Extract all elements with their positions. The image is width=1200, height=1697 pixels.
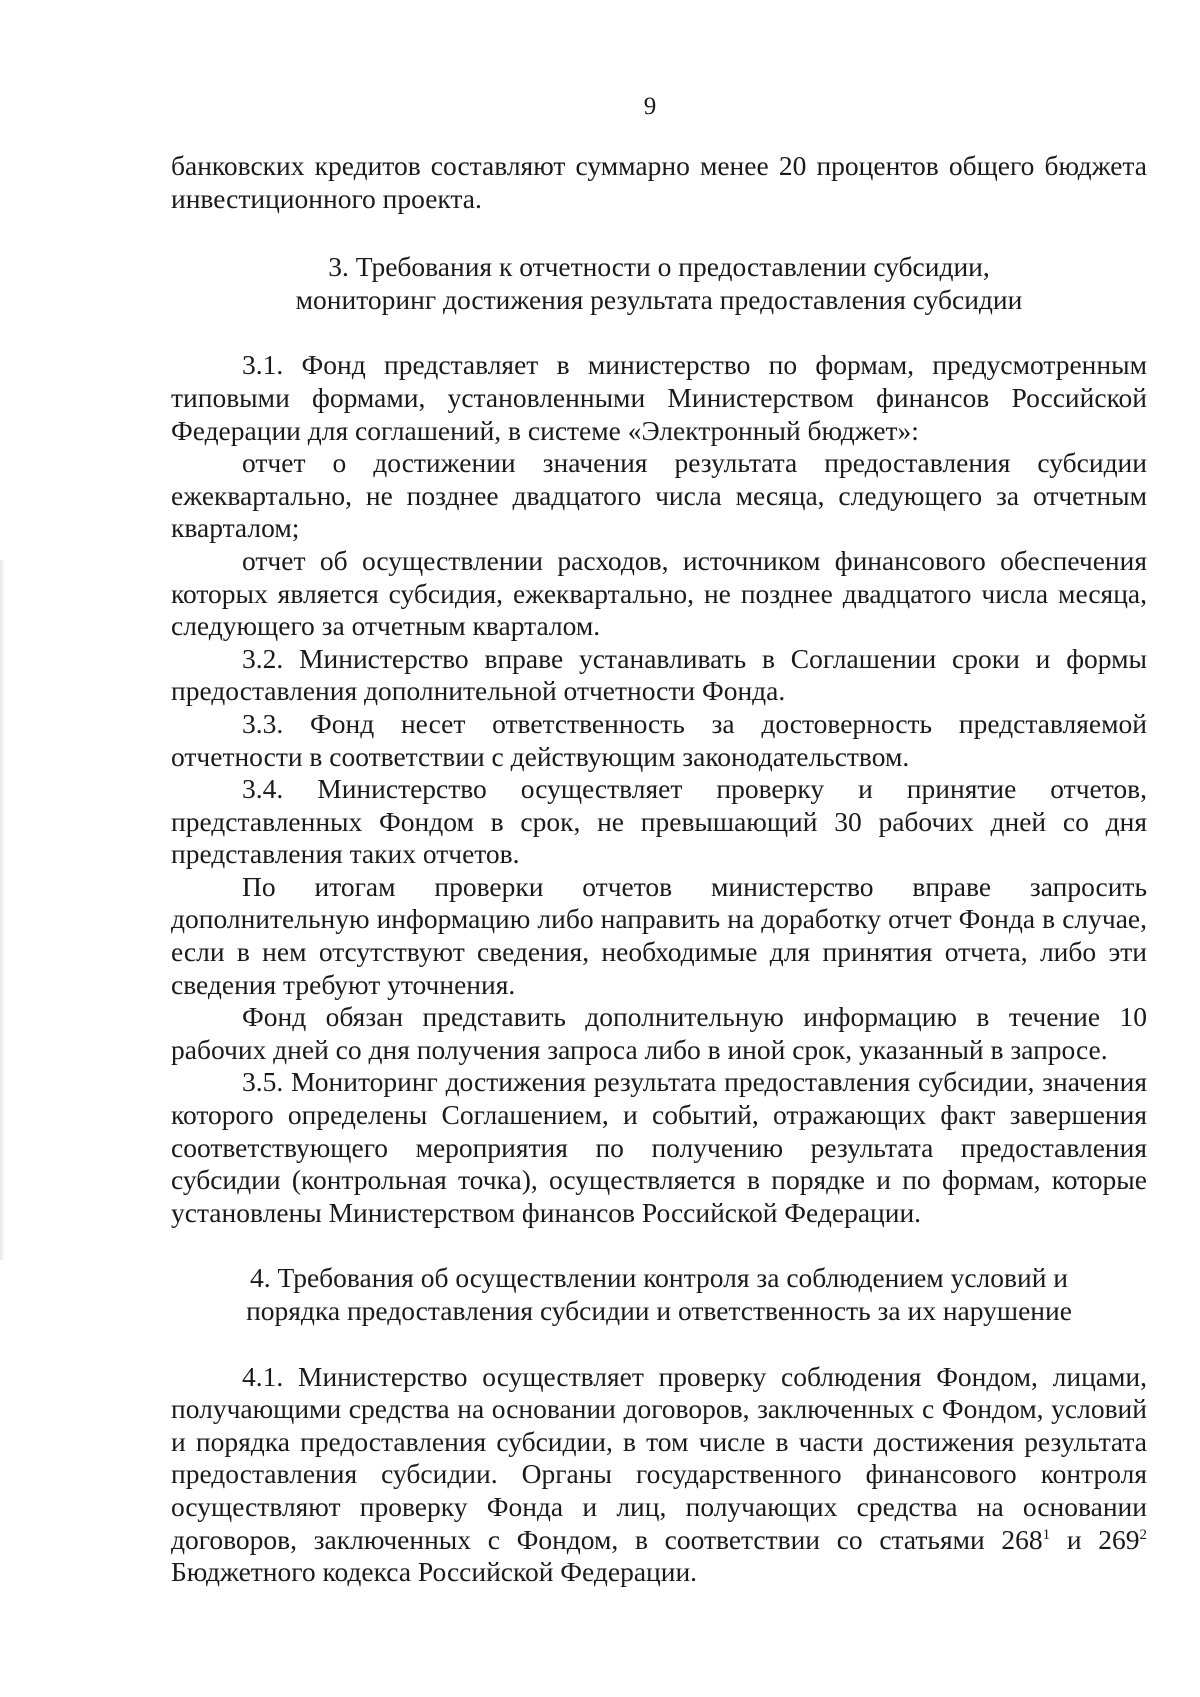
paragraph-3-4-additional-info: Фонд обязан представить дополнительную информацию в течение 10 рабочих дней со дня получения запроса либо в иной срок, указанный в запросе. <box>171 1001 1147 1065</box>
paragraph-continuation: банковских кредитов составляют суммарно менее 20 процентов общего бюджета инвестиционного проекта. <box>171 150 1147 214</box>
paragraph-4-1-mid: и 269 <box>1050 1523 1140 1555</box>
section-4-heading <box>171 1262 1147 1327</box>
paragraph-4-1 <box>171 1361 1147 1589</box>
paragraph-4-1-main: 4.1. Министерство осуществляет проверку соблюдения Фондом, лицами, получающими средства на основании договоров, заключенных с Фондом, условий и порядка предоставления субсидии, в том числе в части достижения результата предоставления субсидии. Органы государственного финансового контроля осуществляют проверку Фонда и лиц, получающих средства на основании договоров, заключенных с Фондом, в соответствии со статьями 268 <box>171 1360 1147 1555</box>
paragraph-3-3: 3.3. Фонд несет ответственность за достоверность представляемой отчетности в соответствии с действующим законодательством. <box>171 707 1147 772</box>
document-body <box>171 150 1147 1589</box>
superscript-article-268: 1 <box>1042 1526 1051 1543</box>
paragraph-3-1-report-expenses: отчет об осуществлении расходов, источником финансового обеспечения которых является субсидия, ежеквартально, не позднее двадцатого числа месяца, следующего за отчетным кварталом. <box>171 544 1147 642</box>
section-3-heading <box>171 251 1147 316</box>
paragraph-3-4: 3.4. Министерство осуществляет проверку и принятие отчетов, представленных Фондом в срок, не превышающий 30 рабочих дней со дня представления таких отчетов. <box>171 773 1147 870</box>
paragraph-3-1: 3.1. Фонд представляет в министерство по формам, предусмотренным типовыми формами, установленными Министерством финансов Российской Федерации для соглашений, в системе «Электронный бюджет»: <box>171 349 1147 446</box>
scan-edge-shadow <box>0 560 5 1260</box>
paragraph-3-1-report-achievement: отчет о достижении значения результата предоставления субсидии ежеквартально, не позднее двадцатого числа месяца, следующего за отчетным кварталом; <box>171 447 1147 544</box>
paragraph-3-5: 3.5. Мониторинг достижения результата предоставления субсидии, значения которого определены Соглашением, и событий, отражающих факт завершения соответствующего мероприятия по получению результата предоставления субсидии (контрольная точка), осуществляется в порядке и по формам, которые установлены Министерством финансов Российской Федерации. <box>171 1066 1147 1228</box>
section-3-heading-line-1: 3. Требования к отчетности о предоставлении субсидии, <box>328 251 990 283</box>
paragraph-3-4-review: По итогам проверки отчетов министерство вправе запросить дополнительную информацию либо направить на доработку отчет Фонда в случае, если в нем отсутствуют сведения, необходимые для принятия отчета, либо эти сведения требуют уточнения. <box>171 870 1147 1000</box>
superscript-article-269: 2 <box>1139 1526 1147 1543</box>
section-3-heading-line-2: мониторинг достижения результата предоставления субсидии <box>295 283 1023 315</box>
paragraph-4-1-end: Бюджетного кодекса Российской Федерации. <box>171 1556 698 1588</box>
section-4-heading-line-1: 4. Требования об осуществлении контроля за соблюдением условий и <box>249 1262 1069 1294</box>
page-number: 9 <box>643 93 657 120</box>
section-4-heading-line-2: порядка предоставления субсидии и ответственность за их нарушение <box>246 1295 1072 1326</box>
paragraph-3-2: 3.2. Министерство вправе устанавливать в Соглашении сроки и формы предоставления дополнительной отчетности Фонда. <box>171 642 1147 707</box>
